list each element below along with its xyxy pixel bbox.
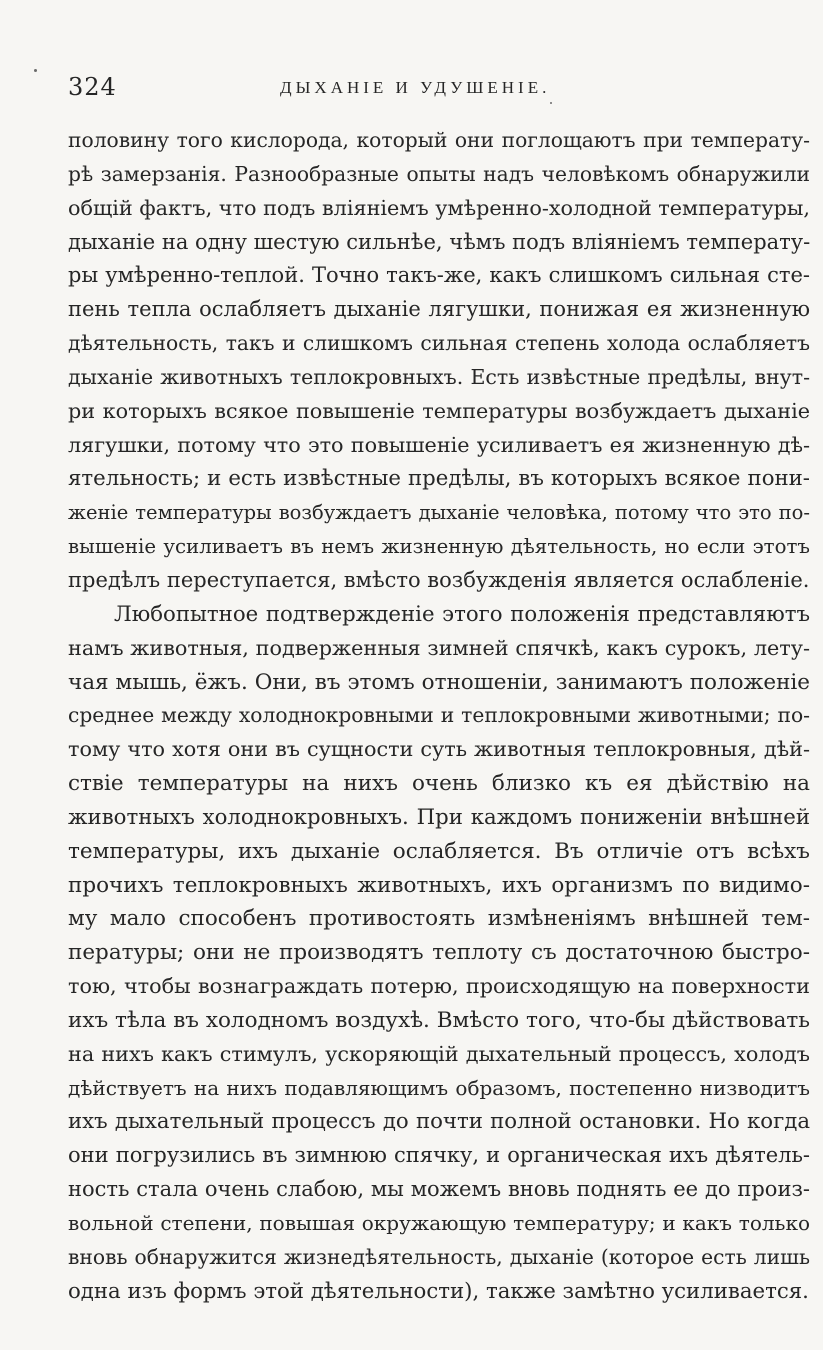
text-line: пературы; они не производятъ теплоту съ достаточною быстро-	[68, 940, 810, 966]
text-line: рѣ замерзанія. Разнообразные опыты надъ человѣкомъ обнаружили	[68, 161, 810, 186]
text-line: среднее между холоднокровными и теплокровными животными; по-	[68, 703, 810, 728]
text-line: дѣйствуетъ на нихъ подавляющимъ образомъ, постепенно низводитъ	[68, 1075, 810, 1100]
text-line: на нихъ какъ стимулъ, ускоряющій дыхательный процессъ, холодъ	[68, 1041, 810, 1066]
running-title: ДЫХАНІЕ И УДУШЕНІЕ.	[280, 78, 551, 97]
text-line: ихъ тѣла въ холодномъ воздухѣ. Вмѣсто того, что-бы дѣйствовать	[68, 1007, 810, 1033]
text-line: температуры, ихъ дыханіе ослабляется. Въ отличіе отъ всѣхъ	[68, 838, 810, 864]
text-line: ятельность; и есть извѣстные предѣлы, въ которыхъ всякое пони-	[68, 466, 810, 492]
page-number: 324	[68, 73, 117, 101]
text-line: вольной степени, повышая окружающую температуру; и какъ только	[68, 1211, 810, 1235]
text-line: тому что хотя они въ сущности суть животныя теплокровныя, дѣй-	[68, 737, 810, 762]
text-line: общій фактъ, что подъ вліяніемъ умѣренно-холодной температуры,	[68, 195, 810, 220]
text-line: половину того кислорода, который они поглощаютъ при температу-	[68, 128, 810, 152]
text-line: вышеніе усиливаетъ въ немъ жизненную дѣятельность, но если этотъ	[68, 535, 810, 559]
print-speck	[34, 69, 37, 72]
text-line: ствіе температуры на нихъ очень близко къ ея дѣйствію на	[68, 771, 810, 797]
text-line: тою, чтобы вознаграждать потерю, происходящую на поверхности	[68, 974, 810, 999]
text-line: лягушки, потому что это повышеніе усиливаетъ ея жизненную дѣ-	[68, 432, 810, 457]
body-text	[68, 124, 810, 1309]
text-line: женіе температуры возбуждаетъ дыханіе человѣка, потому что это по-	[68, 501, 810, 525]
text-line: пень тепла ослабляетъ дыханіе лягушки, понижая ея жизненную	[68, 297, 810, 322]
page-header	[68, 72, 808, 106]
text-line: животныхъ холоднокровныхъ. При каждомъ пониженіи внѣшней	[68, 804, 810, 830]
text-line: одна изъ формъ этой дѣятельности), также замѣтно усиливается.	[68, 1278, 809, 1304]
text-line: ры умѣренно-теплой. Точно такъ-же, какъ слишкомъ сильная сте-	[68, 263, 810, 288]
text-line: дѣятельность, такъ и слишкомъ сильная степень холода ослабляетъ	[68, 331, 810, 356]
text-line: они погрузились въ зимнюю спячку, и органическая ихъ дѣятель-	[68, 1143, 810, 1168]
text-line: дыханіе животныхъ теплокровныхъ. Есть извѣстные предѣлы, внут-	[68, 364, 810, 389]
text-line: ихъ дыхательный процессъ до почти полной остановки. Но когда	[68, 1109, 810, 1135]
text-line: ность стала очень слабою, мы можемъ вновь поднять ее до произ-	[68, 1177, 810, 1202]
text-line: му мало способенъ противостоять измѣненіямъ внѣшней тем-	[68, 906, 810, 932]
text-line: Любопытное подтвержденіе этого положенія представляютъ	[114, 601, 810, 627]
text-line: вновь обнаружится жизнедѣятельность, дыханіе (которое есть лишь	[68, 1244, 810, 1269]
text-line: дыханіе на одну шестую сильнѣе, чѣмъ подъ вліяніемъ температу-	[68, 229, 811, 254]
text-line: прочихъ теплокровныхъ животныхъ, ихъ организмъ по видимо-	[68, 872, 810, 898]
text-line: ри которыхъ всякое повышеніе температуры возбуждаетъ дыханіе	[68, 398, 810, 423]
text-line: намъ животныя, подверженныя зимней спячкѣ, какъ сурокъ, лету-	[68, 635, 810, 660]
text-line: чая мышь, ёжъ. Они, въ этомъ отношеніи, занимаютъ положеніе	[68, 669, 810, 695]
text-line: предѣлъ переступается, вмѣсто возбужденія является ослабленіе.	[68, 567, 810, 592]
